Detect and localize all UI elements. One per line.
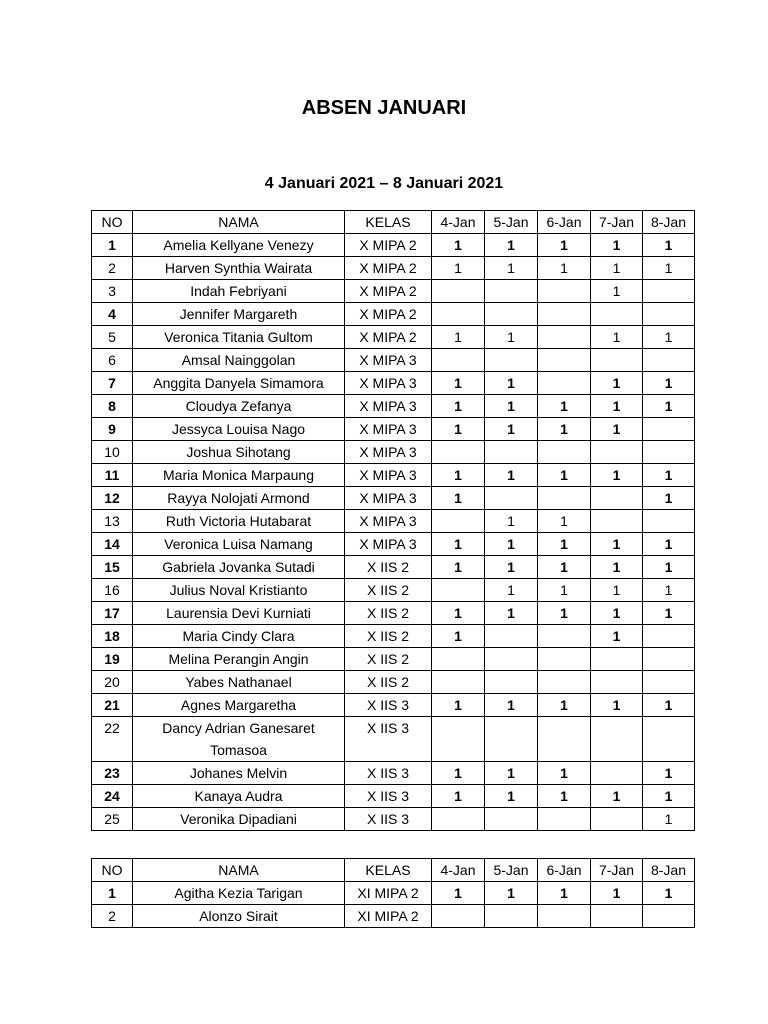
cell-8-jan	[643, 717, 695, 762]
cell-6-jan: 1	[538, 694, 591, 717]
document-title: ABSEN JANUARI	[301, 97, 467, 119]
cell-6-jan: 1	[538, 510, 591, 533]
cell-7-jan	[591, 349, 643, 372]
cell-8-jan: 1	[643, 234, 695, 257]
cell-6-jan: 1	[538, 533, 591, 556]
cell-6-jan	[538, 372, 591, 395]
cell-7-jan	[591, 808, 643, 831]
cell-no: 25	[92, 808, 133, 831]
cell-4-jan: 1	[432, 326, 485, 349]
attendance-table-x	[91, 210, 695, 831]
cell-kelas: X IIS 2	[345, 625, 432, 648]
attendance-table-xi	[91, 858, 695, 928]
cell-4-jan	[432, 280, 485, 303]
cell-nama: Veronica Titania Gultom	[133, 326, 345, 349]
cell-8-jan	[643, 418, 695, 441]
cell-nama: Dancy Adrian Ganesaret Tomasoa	[133, 717, 345, 762]
cell-8-jan: 1	[643, 326, 695, 349]
cell-6-jan: 1	[538, 882, 591, 905]
cell-kelas: X IIS 2	[345, 579, 432, 602]
header-8-jan: 8-Jan	[643, 859, 695, 882]
cell-7-jan	[591, 762, 643, 785]
table-row	[92, 234, 695, 257]
cell-no: 13	[92, 510, 133, 533]
header-nama: NAMA	[133, 859, 345, 882]
cell-6-jan: 1	[538, 234, 591, 257]
cell-6-jan	[538, 905, 591, 928]
table-row	[92, 326, 695, 349]
cell-5-jan: 1	[485, 762, 538, 785]
table-row	[92, 395, 695, 418]
cell-4-jan	[432, 905, 485, 928]
header-7-jan: 7-Jan	[591, 211, 643, 234]
cell-kelas: X MIPA 3	[345, 487, 432, 510]
cell-nama: Maria Monica Marpaung	[133, 464, 345, 487]
cell-kelas: X MIPA 3	[345, 441, 432, 464]
cell-4-jan: 1	[432, 464, 485, 487]
cell-8-jan	[643, 441, 695, 464]
cell-4-jan: 1	[432, 418, 485, 441]
cell-4-jan	[432, 648, 485, 671]
cell-no: 23	[92, 762, 133, 785]
cell-4-jan	[432, 808, 485, 831]
cell-4-jan: 1	[432, 625, 485, 648]
table-row	[92, 556, 695, 579]
header-kelas: KELAS	[345, 211, 432, 234]
header-no: NO	[92, 859, 133, 882]
cell-kelas: X MIPA 3	[345, 395, 432, 418]
cell-6-jan	[538, 671, 591, 694]
cell-8-jan: 1	[643, 762, 695, 785]
table-row	[92, 671, 695, 694]
cell-4-jan: 1	[432, 785, 485, 808]
cell-no: 1	[92, 882, 133, 905]
cell-5-jan: 1	[485, 326, 538, 349]
cell-6-jan	[538, 808, 591, 831]
cell-no: 8	[92, 395, 133, 418]
cell-4-jan	[432, 441, 485, 464]
cell-7-jan: 1	[591, 694, 643, 717]
table-row	[92, 280, 695, 303]
cell-4-jan	[432, 303, 485, 326]
table-row	[92, 510, 695, 533]
cell-5-jan: 1	[485, 464, 538, 487]
cell-4-jan: 1	[432, 487, 485, 510]
cell-8-jan	[643, 671, 695, 694]
cell-5-jan: 1	[485, 556, 538, 579]
cell-8-jan: 1	[643, 487, 695, 510]
table-row	[92, 303, 695, 326]
cell-nama: Kanaya Audra	[133, 785, 345, 808]
table-row	[92, 441, 695, 464]
cell-6-jan: 1	[538, 762, 591, 785]
header-7-jan: 7-Jan	[591, 859, 643, 882]
cell-8-jan: 1	[643, 533, 695, 556]
cell-7-jan	[591, 671, 643, 694]
cell-nama: Ruth Victoria Hutabarat	[133, 510, 345, 533]
cell-no: 2	[92, 257, 133, 280]
table-row	[92, 533, 695, 556]
cell-4-jan: 1	[432, 234, 485, 257]
cell-kelas: X IIS 3	[345, 717, 432, 762]
cell-6-jan: 1	[538, 418, 591, 441]
cell-6-jan	[538, 487, 591, 510]
cell-8-jan: 1	[643, 785, 695, 808]
cell-no: 3	[92, 280, 133, 303]
header-row	[92, 211, 695, 234]
cell-kelas: X MIPA 3	[345, 372, 432, 395]
cell-kelas: XI MIPA 2	[345, 882, 432, 905]
table-row	[92, 762, 695, 785]
cell-7-jan: 1	[591, 234, 643, 257]
cell-7-jan: 1	[591, 625, 643, 648]
cell-4-jan	[432, 717, 485, 762]
table-row	[92, 579, 695, 602]
cell-4-jan: 1	[432, 533, 485, 556]
cell-4-jan: 1	[432, 762, 485, 785]
cell-nama: Jessyca Louisa Nago	[133, 418, 345, 441]
cell-kelas: X IIS 3	[345, 694, 432, 717]
cell-kelas: X MIPA 2	[345, 326, 432, 349]
cell-5-jan: 1	[485, 257, 538, 280]
cell-no: 17	[92, 602, 133, 625]
cell-5-jan: 1	[485, 533, 538, 556]
cell-nama: Harven Synthia Wairata	[133, 257, 345, 280]
cell-6-jan	[538, 349, 591, 372]
header-no: NO	[92, 211, 133, 234]
table-row	[92, 882, 695, 905]
cell-7-jan	[591, 303, 643, 326]
cell-6-jan: 1	[538, 395, 591, 418]
cell-no: 18	[92, 625, 133, 648]
header-6-jan: 6-Jan	[538, 211, 591, 234]
cell-5-jan	[485, 717, 538, 762]
cell-7-jan	[591, 487, 643, 510]
cell-nama: Melina Perangin Angin	[133, 648, 345, 671]
header-4-jan: 4-Jan	[432, 211, 485, 234]
cell-4-jan	[432, 579, 485, 602]
cell-7-jan: 1	[591, 579, 643, 602]
cell-5-jan: 1	[485, 882, 538, 905]
cell-nama: Agnes Margaretha	[133, 694, 345, 717]
cell-6-jan	[538, 326, 591, 349]
cell-5-jan: 1	[485, 234, 538, 257]
cell-kelas: X MIPA 3	[345, 510, 432, 533]
cell-5-jan: 1	[485, 510, 538, 533]
cell-5-jan	[485, 487, 538, 510]
cell-nama: Cloudya Zefanya	[133, 395, 345, 418]
cell-7-jan: 1	[591, 464, 643, 487]
table-row	[92, 808, 695, 831]
cell-nama: Yabes Nathanael	[133, 671, 345, 694]
table-row	[92, 464, 695, 487]
cell-nama: Agitha Kezia Tarigan	[133, 882, 345, 905]
cell-5-jan: 1	[485, 602, 538, 625]
cell-no: 2	[92, 905, 133, 928]
cell-5-jan: 1	[485, 785, 538, 808]
cell-6-jan: 1	[538, 579, 591, 602]
cell-no: 6	[92, 349, 133, 372]
cell-no: 4	[92, 303, 133, 326]
cell-6-jan: 1	[538, 785, 591, 808]
table-row	[92, 349, 695, 372]
cell-4-jan	[432, 671, 485, 694]
cell-no: 1	[92, 234, 133, 257]
cell-nama: Rayya Nolojati Armond	[133, 487, 345, 510]
cell-7-jan	[591, 905, 643, 928]
cell-kelas: X MIPA 2	[345, 280, 432, 303]
cell-6-jan: 1	[538, 602, 591, 625]
header-nama: NAMA	[133, 211, 345, 234]
cell-8-jan: 1	[643, 808, 695, 831]
cell-nama: Amelia Kellyane Venezy	[133, 234, 345, 257]
cell-5-jan: 1	[485, 418, 538, 441]
cell-nama: Veronica Luisa Namang	[133, 533, 345, 556]
cell-5-jan	[485, 280, 538, 303]
table-row	[92, 418, 695, 441]
table-row	[92, 602, 695, 625]
cell-8-jan: 1	[643, 556, 695, 579]
cell-nama: Anggita Danyela Simamora	[133, 372, 345, 395]
cell-5-jan	[485, 648, 538, 671]
cell-nama: Johanes Melvin	[133, 762, 345, 785]
cell-7-jan: 1	[591, 257, 643, 280]
cell-kelas: X IIS 3	[345, 762, 432, 785]
cell-8-jan: 1	[643, 257, 695, 280]
cell-no: 14	[92, 533, 133, 556]
cell-no: 12	[92, 487, 133, 510]
cell-kelas: X IIS 2	[345, 556, 432, 579]
cell-no: 21	[92, 694, 133, 717]
cell-7-jan: 1	[591, 882, 643, 905]
cell-5-jan: 1	[485, 694, 538, 717]
cell-nama: Indah Febriyani	[133, 280, 345, 303]
cell-7-jan: 1	[591, 326, 643, 349]
cell-5-jan	[485, 671, 538, 694]
cell-kelas: X MIPA 2	[345, 257, 432, 280]
cell-4-jan: 1	[432, 395, 485, 418]
cell-7-jan: 1	[591, 785, 643, 808]
cell-6-jan	[538, 441, 591, 464]
cell-6-jan	[538, 625, 591, 648]
cell-kelas: X IIS 2	[345, 671, 432, 694]
cell-4-jan	[432, 510, 485, 533]
cell-nama: Julius Noval Kristianto	[133, 579, 345, 602]
header-8-jan: 8-Jan	[643, 211, 695, 234]
cell-4-jan: 1	[432, 372, 485, 395]
cell-4-jan: 1	[432, 882, 485, 905]
cell-4-jan	[432, 349, 485, 372]
cell-nama: Gabriela Jovanka Sutadi	[133, 556, 345, 579]
cell-5-jan: 1	[485, 372, 538, 395]
header-4-jan: 4-Jan	[432, 859, 485, 882]
cell-6-jan	[538, 648, 591, 671]
cell-5-jan	[485, 905, 538, 928]
cell-4-jan: 1	[432, 257, 485, 280]
table-row	[92, 905, 695, 928]
cell-5-jan: 1	[485, 395, 538, 418]
cell-8-jan	[643, 625, 695, 648]
cell-8-jan: 1	[643, 694, 695, 717]
cell-kelas: X IIS 2	[345, 648, 432, 671]
cell-no: 24	[92, 785, 133, 808]
header-row	[92, 859, 695, 882]
cell-no: 7	[92, 372, 133, 395]
cell-nama: Joshua Sihotang	[133, 441, 345, 464]
cell-8-jan: 1	[643, 602, 695, 625]
cell-nama: Maria Cindy Clara	[133, 625, 345, 648]
cell-7-jan	[591, 717, 643, 762]
cell-8-jan	[643, 510, 695, 533]
cell-5-jan: 1	[485, 579, 538, 602]
table-row	[92, 625, 695, 648]
cell-8-jan: 1	[643, 464, 695, 487]
cell-no: 19	[92, 648, 133, 671]
cell-6-jan	[538, 717, 591, 762]
cell-kelas: X MIPA 3	[345, 418, 432, 441]
cell-no: 9	[92, 418, 133, 441]
table-row	[92, 694, 695, 717]
header-6-jan: 6-Jan	[538, 859, 591, 882]
table-row	[92, 487, 695, 510]
cell-6-jan: 1	[538, 464, 591, 487]
cell-7-jan: 1	[591, 418, 643, 441]
cell-kelas: X IIS 3	[345, 808, 432, 831]
table-row	[92, 648, 695, 671]
cell-no: 5	[92, 326, 133, 349]
cell-5-jan	[485, 441, 538, 464]
cell-no: 20	[92, 671, 133, 694]
cell-4-jan: 1	[432, 694, 485, 717]
cell-no: 16	[92, 579, 133, 602]
header-kelas: KELAS	[345, 859, 432, 882]
cell-7-jan: 1	[591, 556, 643, 579]
cell-8-jan	[643, 905, 695, 928]
cell-8-jan: 1	[643, 579, 695, 602]
cell-4-jan: 1	[432, 556, 485, 579]
table-row	[92, 257, 695, 280]
table-row	[92, 785, 695, 808]
cell-nama: Alonzo Sirait	[133, 905, 345, 928]
cell-5-jan	[485, 349, 538, 372]
cell-no: 10	[92, 441, 133, 464]
cell-7-jan	[591, 441, 643, 464]
cell-8-jan	[643, 303, 695, 326]
cell-6-jan	[538, 303, 591, 326]
cell-7-jan: 1	[591, 372, 643, 395]
date-range-subtitle: 4 Januari 2021 – 8 Januari 2021	[264, 175, 504, 192]
cell-8-jan: 1	[643, 372, 695, 395]
cell-kelas: X IIS 2	[345, 602, 432, 625]
cell-kelas: X MIPA 3	[345, 349, 432, 372]
cell-5-jan	[485, 303, 538, 326]
cell-8-jan	[643, 648, 695, 671]
cell-8-jan: 1	[643, 882, 695, 905]
cell-7-jan	[591, 510, 643, 533]
cell-nama: Jennifer Margareth	[133, 303, 345, 326]
cell-5-jan	[485, 808, 538, 831]
cell-kelas: X MIPA 3	[345, 464, 432, 487]
cell-7-jan: 1	[591, 602, 643, 625]
cell-8-jan	[643, 349, 695, 372]
cell-no: 11	[92, 464, 133, 487]
cell-nama: Veronika Dipadiani	[133, 808, 345, 831]
cell-6-jan: 1	[538, 556, 591, 579]
cell-7-jan: 1	[591, 395, 643, 418]
table-row	[92, 717, 695, 762]
cell-8-jan	[643, 280, 695, 303]
cell-kelas: X MIPA 3	[345, 533, 432, 556]
table-row	[92, 372, 695, 395]
cell-7-jan	[591, 648, 643, 671]
cell-no: 15	[92, 556, 133, 579]
header-5-jan: 5-Jan	[485, 211, 538, 234]
cell-kelas: X IIS 3	[345, 785, 432, 808]
cell-6-jan	[538, 280, 591, 303]
cell-kelas: X MIPA 2	[345, 303, 432, 326]
cell-nama: Laurensia Devi Kurniati	[133, 602, 345, 625]
cell-8-jan: 1	[643, 395, 695, 418]
cell-kelas: X MIPA 2	[345, 234, 432, 257]
cell-5-jan	[485, 625, 538, 648]
cell-nama: Amsal Nainggolan	[133, 349, 345, 372]
cell-4-jan: 1	[432, 602, 485, 625]
cell-6-jan: 1	[538, 257, 591, 280]
cell-7-jan: 1	[591, 533, 643, 556]
cell-kelas: XI MIPA 2	[345, 905, 432, 928]
header-5-jan: 5-Jan	[485, 859, 538, 882]
cell-7-jan: 1	[591, 280, 643, 303]
cell-no: 22	[92, 717, 133, 762]
